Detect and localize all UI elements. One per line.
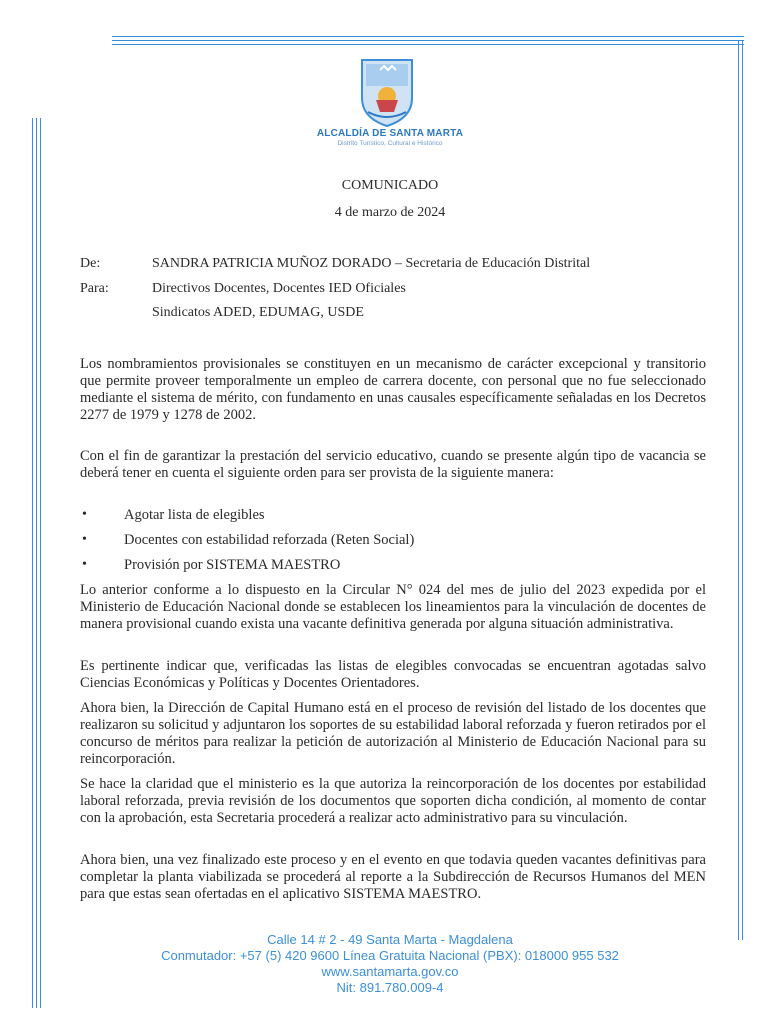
top-border-line	[112, 36, 744, 37]
right-border-line	[738, 40, 739, 940]
footer-phone: Conmutador: +57 (5) 420 9600 Línea Gratuita Nacional (PBX): 018000 955 532	[161, 948, 619, 963]
bullet-item-2: Docentes con estabilidad reforzada (Reten Social)	[124, 532, 415, 548]
document-type: COMUNICADO	[341, 178, 439, 193]
left-border-line	[32, 118, 33, 1008]
left-border-line	[40, 118, 41, 1008]
bullet-marker: •	[82, 532, 87, 547]
document-date: 4 de marzo de 2024	[334, 205, 446, 220]
bullet-marker: •	[82, 507, 87, 522]
paragraph-4: Es pertinente indicar que, verificadas las listas de elegibles convocadas se encuentran agotadas salvo Ciencias Económicas y Políticas y Docentes Orientadores.	[80, 658, 706, 691]
right-border-line	[742, 40, 743, 940]
paragraph-3: Lo anterior conforme a lo dispuesto en la Circular N° 024 del mes de julio del 2023 expedida por el Ministerio de Educación Nacional donde se establecen los lineamientos para la vinculación de docentes de manera provisional cuando exista una vacante definitiva generada por alguna situación administrativa.	[80, 582, 706, 632]
bullet-item-1: Agotar lista de elegibles	[124, 507, 265, 523]
from-value: SANDRA PATRICIA MUÑOZ DORADO – Secretaria de Educación Distrital	[152, 256, 591, 271]
org-subtitle: Distrito Turístico, Cultural e Histórico	[337, 140, 443, 147]
bullet-marker: •	[82, 557, 87, 572]
footer-website[interactable]: www.santamarta.gov.co	[321, 964, 459, 979]
paragraph-1: Los nombramientos provisionales se constituyen en un mecanismo de carácter excepcional y transitorio que permite proveer temporalmente un empleo de carrera docente, con personal que no fue seleccionado mediante el sistema de mérito, con fundamento en unas causales específicamente señaladas en los Decretos 2277 de 1979 y 1278 de 2002.	[80, 356, 706, 423]
to-label: Para:	[80, 281, 109, 296]
top-border-line	[112, 40, 744, 41]
to-value-2: Sindicatos ADED, EDUMAG, USDE	[152, 305, 364, 320]
paragraph-6: Se hace la claridad que el ministerio es la que autoriza la reincorporación de los docentes por estabilidad laboral reforzada, previa revisión de los documentos que soporten dicha condición, al momento de contar con la aprobación, esta Secretaria procederá a realizar acto administrativo para su vinculación.	[80, 776, 706, 826]
footer-nit: Nit: 891.780.009-4	[336, 980, 444, 995]
bullet-item-3: Provisión por SISTEMA MAESTRO	[124, 557, 341, 573]
footer-address: Calle 14 # 2 - 49 Santa Marta - Magdalena	[267, 932, 513, 947]
top-border-line	[112, 44, 744, 45]
left-border-line	[36, 118, 37, 1008]
org-name: ALCALDÍA DE SANTA MARTA	[316, 128, 464, 139]
santa-marta-seal-logo	[358, 56, 416, 128]
paragraph-7: Ahora bien, una vez finalizado este proceso y en el evento en que todavia queden vacantes definitivas para completar la planta viabilizada se procederá al reporte a la Subdirección de Recursos Humanos del MEN para que estas sean ofertadas en el aplicativo SISTEMA MAESTRO.	[80, 852, 706, 902]
paragraph-2: Con el fin de garantizar la prestación del servicio educativo, cuando se presente algún tipo de vacancia se deberá tener en cuenta el siguiente orden para ser provista de la siguiente manera:	[80, 448, 706, 481]
from-label: De:	[80, 256, 101, 271]
paragraph-5: Ahora bien, la Dirección de Capital Humano está en el proceso de revisión del listado de los docentes que realizaron su solicitud y adjuntaron los soportes de su estabilidad laboral reforzada y fueron retirados por el concurso de méritos para realizar la petición de autorización al Ministerio de Educación Nacional para su reincorporación.	[80, 700, 706, 767]
to-value-1: Directivos Docentes, Docentes IED Oficiales	[152, 281, 406, 296]
